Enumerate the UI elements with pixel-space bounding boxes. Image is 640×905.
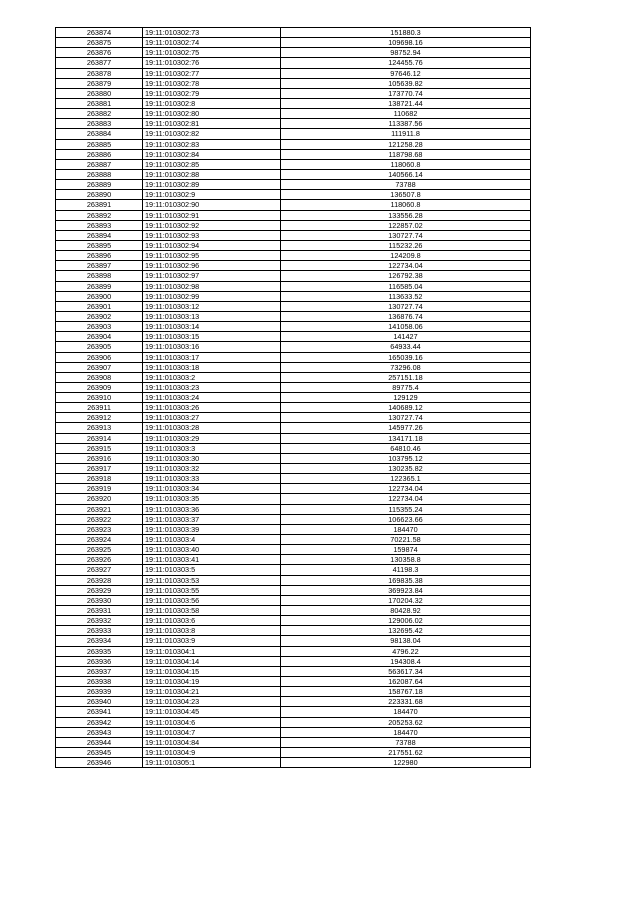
row-number-cell: 263946 [56,758,143,768]
row-number-cell: 263910 [56,393,143,403]
cadastral-number-cell: 19:11:010303:12 [143,301,281,311]
cadastral-number-cell: 19:11:010302:90 [143,200,281,210]
row-number-cell: 263887 [56,159,143,169]
row-number-cell: 263939 [56,687,143,697]
table-row [56,220,531,230]
value-cell: 170204.32 [281,595,531,605]
value-cell: 217551.62 [281,747,531,757]
data-table [55,27,531,768]
row-number-cell: 263927 [56,565,143,575]
row-number-cell: 263875 [56,38,143,48]
cadastral-number-cell: 19:11:010304:7 [143,727,281,737]
table-row [56,332,531,342]
table-row [56,38,531,48]
row-number-cell: 263904 [56,332,143,342]
table-row [56,464,531,474]
cadastral-number-cell: 19:11:010303:28 [143,423,281,433]
row-number-cell: 263926 [56,555,143,565]
row-number-cell: 263882 [56,109,143,119]
cadastral-number-cell: 19:11:010302:8 [143,98,281,108]
cadastral-number-cell: 19:11:010302:99 [143,291,281,301]
value-cell: 73788 [281,737,531,747]
row-number-cell: 263874 [56,28,143,38]
cadastral-number-cell: 19:11:010302:95 [143,251,281,261]
value-cell: 118798.68 [281,149,531,159]
row-number-cell: 263888 [56,169,143,179]
table-row [56,646,531,656]
cadastral-number-cell: 19:11:010303:9 [143,636,281,646]
table-row [56,109,531,119]
row-number-cell: 263909 [56,382,143,392]
value-cell: 165039.16 [281,352,531,362]
table-row [56,291,531,301]
table-row [56,180,531,190]
row-number-cell: 263936 [56,656,143,666]
value-cell: 130235.82 [281,464,531,474]
row-number-cell: 263892 [56,210,143,220]
value-cell: 98138.04 [281,636,531,646]
value-cell: 162087.64 [281,677,531,687]
value-cell: 133556.28 [281,210,531,220]
table-row [56,342,531,352]
row-number-cell: 263899 [56,281,143,291]
table-row [56,636,531,646]
cadastral-number-cell: 19:11:010303:37 [143,514,281,524]
table-row [56,666,531,676]
cadastral-number-cell: 19:11:010302:76 [143,58,281,68]
table-row [56,372,531,382]
value-cell: 129006.02 [281,616,531,626]
row-number-cell: 263880 [56,88,143,98]
row-number-cell: 263915 [56,443,143,453]
value-cell: 169835.38 [281,575,531,585]
row-number-cell: 263928 [56,575,143,585]
row-number-cell: 263940 [56,697,143,707]
value-cell: 41198.3 [281,565,531,575]
value-cell: 173770.74 [281,88,531,98]
value-cell: 118060.8 [281,159,531,169]
table-row [56,595,531,605]
cadastral-number-cell: 19:11:010303:16 [143,342,281,352]
row-number-cell: 263902 [56,311,143,321]
table-row [56,555,531,565]
row-number-cell: 263911 [56,403,143,413]
value-cell: 126792.38 [281,271,531,281]
cadastral-number-cell: 19:11:010303:32 [143,464,281,474]
value-cell: 257151.18 [281,372,531,382]
value-cell: 122734.04 [281,484,531,494]
row-number-cell: 263890 [56,190,143,200]
table-row [56,322,531,332]
value-cell: 109698.16 [281,38,531,48]
table-row [56,48,531,58]
row-number-cell: 263885 [56,139,143,149]
document-sheet [55,27,531,768]
row-number-cell: 263916 [56,453,143,463]
table-row [56,301,531,311]
cadastral-number-cell: 19:11:010302:83 [143,139,281,149]
cadastral-number-cell: 19:11:010304:21 [143,687,281,697]
table-row [56,413,531,423]
table-row [56,484,531,494]
row-number-cell: 263877 [56,58,143,68]
value-cell: 136507.8 [281,190,531,200]
value-cell: 116585.04 [281,281,531,291]
value-cell: 122734.04 [281,261,531,271]
cadastral-number-cell: 19:11:010302:77 [143,68,281,78]
row-number-cell: 263889 [56,180,143,190]
row-number-cell: 263886 [56,149,143,159]
table-row [56,656,531,666]
value-cell: 130358.8 [281,555,531,565]
cadastral-number-cell: 19:11:010302:97 [143,271,281,281]
value-cell: 122365.1 [281,474,531,484]
cadastral-number-cell: 19:11:010302:81 [143,119,281,129]
cadastral-number-cell: 19:11:010302:78 [143,78,281,88]
table-row [56,677,531,687]
value-cell: 194308.4 [281,656,531,666]
table-row [56,524,531,534]
value-cell: 124455.76 [281,58,531,68]
table-row [56,433,531,443]
cadastral-number-cell: 19:11:010302:91 [143,210,281,220]
row-number-cell: 263938 [56,677,143,687]
value-cell: 115355.24 [281,504,531,514]
table-row [56,362,531,372]
table-row [56,403,531,413]
value-cell: 134171.18 [281,433,531,443]
table-row [56,474,531,484]
table-row [56,504,531,514]
value-cell: 205253.62 [281,717,531,727]
table-row [56,88,531,98]
table-row [56,261,531,271]
row-number-cell: 263925 [56,545,143,555]
value-cell: 130727.74 [281,413,531,423]
row-number-cell: 263932 [56,616,143,626]
cadastral-number-cell: 19:11:010302:82 [143,129,281,139]
value-cell: 140566.14 [281,169,531,179]
table-row [56,382,531,392]
cadastral-number-cell: 19:11:010303:14 [143,322,281,332]
cadastral-number-cell: 19:11:010302:88 [143,169,281,179]
row-number-cell: 263898 [56,271,143,281]
table-row [56,616,531,626]
row-number-cell: 263941 [56,707,143,717]
cadastral-number-cell: 19:11:010305:1 [143,758,281,768]
value-cell: 136876.74 [281,311,531,321]
table-row [56,78,531,88]
row-number-cell: 263924 [56,535,143,545]
cadastral-number-cell: 19:11:010304:14 [143,656,281,666]
value-cell: 140689.12 [281,403,531,413]
row-number-cell: 263896 [56,251,143,261]
value-cell: 145977.26 [281,423,531,433]
table-row [56,68,531,78]
table-row [56,190,531,200]
row-number-cell: 263906 [56,352,143,362]
row-number-cell: 263917 [56,464,143,474]
row-number-cell: 263905 [56,342,143,352]
table-row [56,606,531,616]
row-number-cell: 263881 [56,98,143,108]
value-cell: 138721.44 [281,98,531,108]
row-number-cell: 263903 [56,322,143,332]
table-row [56,494,531,504]
row-number-cell: 263893 [56,220,143,230]
cadastral-number-cell: 19:11:010303:18 [143,362,281,372]
cadastral-number-cell: 19:11:010303:3 [143,443,281,453]
cadastral-number-cell: 19:11:010302:92 [143,220,281,230]
value-cell: 129129 [281,393,531,403]
value-cell: 122734.04 [281,494,531,504]
value-cell: 158767.18 [281,687,531,697]
cadastral-number-cell: 19:11:010303:13 [143,311,281,321]
row-number-cell: 263944 [56,737,143,747]
value-cell: 115232.26 [281,240,531,250]
table-row [56,393,531,403]
value-cell: 184470 [281,707,531,717]
value-cell: 64933.44 [281,342,531,352]
row-number-cell: 263912 [56,413,143,423]
cadastral-number-cell: 19:11:010304:15 [143,666,281,676]
row-number-cell: 263918 [56,474,143,484]
value-cell: 124209.8 [281,251,531,261]
row-number-cell: 263908 [56,372,143,382]
cadastral-number-cell: 19:11:010303:26 [143,403,281,413]
value-cell: 151880.3 [281,28,531,38]
table-row [56,271,531,281]
row-number-cell: 263876 [56,48,143,58]
cadastral-number-cell: 19:11:010302:94 [143,240,281,250]
cadastral-number-cell: 19:11:010302:73 [143,28,281,38]
value-cell: 105639.82 [281,78,531,88]
value-cell: 130727.74 [281,230,531,240]
row-number-cell: 263878 [56,68,143,78]
value-cell: 130727.74 [281,301,531,311]
table-row [56,58,531,68]
value-cell: 98752.94 [281,48,531,58]
cadastral-number-cell: 19:11:010302:96 [143,261,281,271]
table-row [56,129,531,139]
row-number-cell: 263929 [56,585,143,595]
row-number-cell: 263934 [56,636,143,646]
table-row [56,240,531,250]
table-row [56,535,531,545]
table-row [56,139,531,149]
cadastral-number-cell: 19:11:010302:84 [143,149,281,159]
cadastral-number-cell: 19:11:010303:5 [143,565,281,575]
value-cell: 106623.66 [281,514,531,524]
cadastral-number-cell: 19:11:010303:36 [143,504,281,514]
table-row [56,423,531,433]
row-number-cell: 263884 [56,129,143,139]
table-row [56,575,531,585]
cadastral-number-cell: 19:11:010303:6 [143,616,281,626]
table-row [56,585,531,595]
value-cell: 141058.06 [281,322,531,332]
row-number-cell: 263894 [56,230,143,240]
value-cell: 121258.28 [281,139,531,149]
cadastral-number-cell: 19:11:010304:1 [143,646,281,656]
value-cell: 73788 [281,180,531,190]
row-number-cell: 263920 [56,494,143,504]
cadastral-number-cell: 19:11:010303:15 [143,332,281,342]
table-row [56,727,531,737]
value-cell: 103795.12 [281,453,531,463]
value-cell: 159874 [281,545,531,555]
table-row [56,200,531,210]
value-cell: 4796.22 [281,646,531,656]
value-cell: 80428.92 [281,606,531,616]
table-body [56,28,531,768]
row-number-cell: 263891 [56,200,143,210]
cadastral-number-cell: 19:11:010302:89 [143,180,281,190]
value-cell: 369923.84 [281,585,531,595]
row-number-cell: 263907 [56,362,143,372]
table-row [56,737,531,747]
value-cell: 70221.58 [281,535,531,545]
cadastral-number-cell: 19:11:010303:8 [143,626,281,636]
cadastral-number-cell: 19:11:010302:79 [143,88,281,98]
cadastral-number-cell: 19:11:010303:24 [143,393,281,403]
cadastral-number-cell: 19:11:010303:58 [143,606,281,616]
table-row [56,443,531,453]
cadastral-number-cell: 19:11:010302:74 [143,38,281,48]
table-row [56,545,531,555]
table-row [56,119,531,129]
cadastral-number-cell: 19:11:010304:9 [143,747,281,757]
table-row [56,626,531,636]
table-row [56,697,531,707]
value-cell: 122980 [281,758,531,768]
row-number-cell: 263923 [56,524,143,534]
table-row [56,453,531,463]
table-row [56,149,531,159]
row-number-cell: 263914 [56,433,143,443]
row-number-cell: 263921 [56,504,143,514]
cadastral-number-cell: 19:11:010304:45 [143,707,281,717]
cadastral-number-cell: 19:11:010304:19 [143,677,281,687]
row-number-cell: 263943 [56,727,143,737]
value-cell: 110682 [281,109,531,119]
cadastral-number-cell: 19:11:010302:93 [143,230,281,240]
table-row [56,281,531,291]
table-row [56,251,531,261]
table-row [56,707,531,717]
table-row [56,210,531,220]
value-cell: 113387.56 [281,119,531,129]
cadastral-number-cell: 19:11:010302:98 [143,281,281,291]
row-number-cell: 263933 [56,626,143,636]
value-cell: 73296.08 [281,362,531,372]
cadastral-number-cell: 19:11:010302:80 [143,109,281,119]
cadastral-number-cell: 19:11:010304:23 [143,697,281,707]
cadastral-number-cell: 19:11:010303:27 [143,413,281,423]
table-row [56,28,531,38]
cadastral-number-cell: 19:11:010303:30 [143,453,281,463]
value-cell: 184470 [281,524,531,534]
value-cell: 132695.42 [281,626,531,636]
row-number-cell: 263919 [56,484,143,494]
value-cell: 223331.68 [281,697,531,707]
row-number-cell: 263897 [56,261,143,271]
row-number-cell: 263883 [56,119,143,129]
table-row [56,311,531,321]
table-row [56,352,531,362]
row-number-cell: 263942 [56,717,143,727]
row-number-cell: 263922 [56,514,143,524]
table-row [56,717,531,727]
cadastral-number-cell: 19:11:010303:33 [143,474,281,484]
row-number-cell: 263901 [56,301,143,311]
cadastral-number-cell: 19:11:010303:53 [143,575,281,585]
row-number-cell: 263913 [56,423,143,433]
cadastral-number-cell: 19:11:010303:4 [143,535,281,545]
value-cell: 184470 [281,727,531,737]
row-number-cell: 263900 [56,291,143,301]
row-number-cell: 263931 [56,606,143,616]
value-cell: 97646.12 [281,68,531,78]
cadastral-number-cell: 19:11:010304:84 [143,737,281,747]
table-row [56,747,531,757]
cadastral-number-cell: 19:11:010304:6 [143,717,281,727]
table-row [56,514,531,524]
row-number-cell: 263935 [56,646,143,656]
row-number-cell: 263895 [56,240,143,250]
table-row [56,98,531,108]
value-cell: 122857.02 [281,220,531,230]
table-row [56,565,531,575]
table-row [56,687,531,697]
cadastral-number-cell: 19:11:010302:75 [143,48,281,58]
row-number-cell: 263930 [56,595,143,605]
row-number-cell: 263937 [56,666,143,676]
table-row [56,758,531,768]
value-cell: 563617.34 [281,666,531,676]
row-number-cell: 263879 [56,78,143,88]
value-cell: 64810.46 [281,443,531,453]
value-cell: 89775.4 [281,382,531,392]
cadastral-number-cell: 19:11:010303:2 [143,372,281,382]
cadastral-number-cell: 19:11:010303:34 [143,484,281,494]
table-row [56,230,531,240]
cadastral-number-cell: 19:11:010303:40 [143,545,281,555]
cadastral-number-cell: 19:11:010303:55 [143,585,281,595]
value-cell: 111911.8 [281,129,531,139]
cadastral-number-cell: 19:11:010303:39 [143,524,281,534]
cadastral-number-cell: 19:11:010302:85 [143,159,281,169]
table-row [56,159,531,169]
value-cell: 118060.8 [281,200,531,210]
cadastral-number-cell: 19:11:010303:17 [143,352,281,362]
cadastral-number-cell: 19:11:010303:41 [143,555,281,565]
row-number-cell: 263945 [56,747,143,757]
cadastral-number-cell: 19:11:010303:29 [143,433,281,443]
cadastral-number-cell: 19:11:010302:9 [143,190,281,200]
cadastral-number-cell: 19:11:010303:23 [143,382,281,392]
value-cell: 113633.52 [281,291,531,301]
table-row [56,169,531,179]
cadastral-number-cell: 19:11:010303:56 [143,595,281,605]
cadastral-number-cell: 19:11:010303:35 [143,494,281,504]
value-cell: 141427 [281,332,531,342]
